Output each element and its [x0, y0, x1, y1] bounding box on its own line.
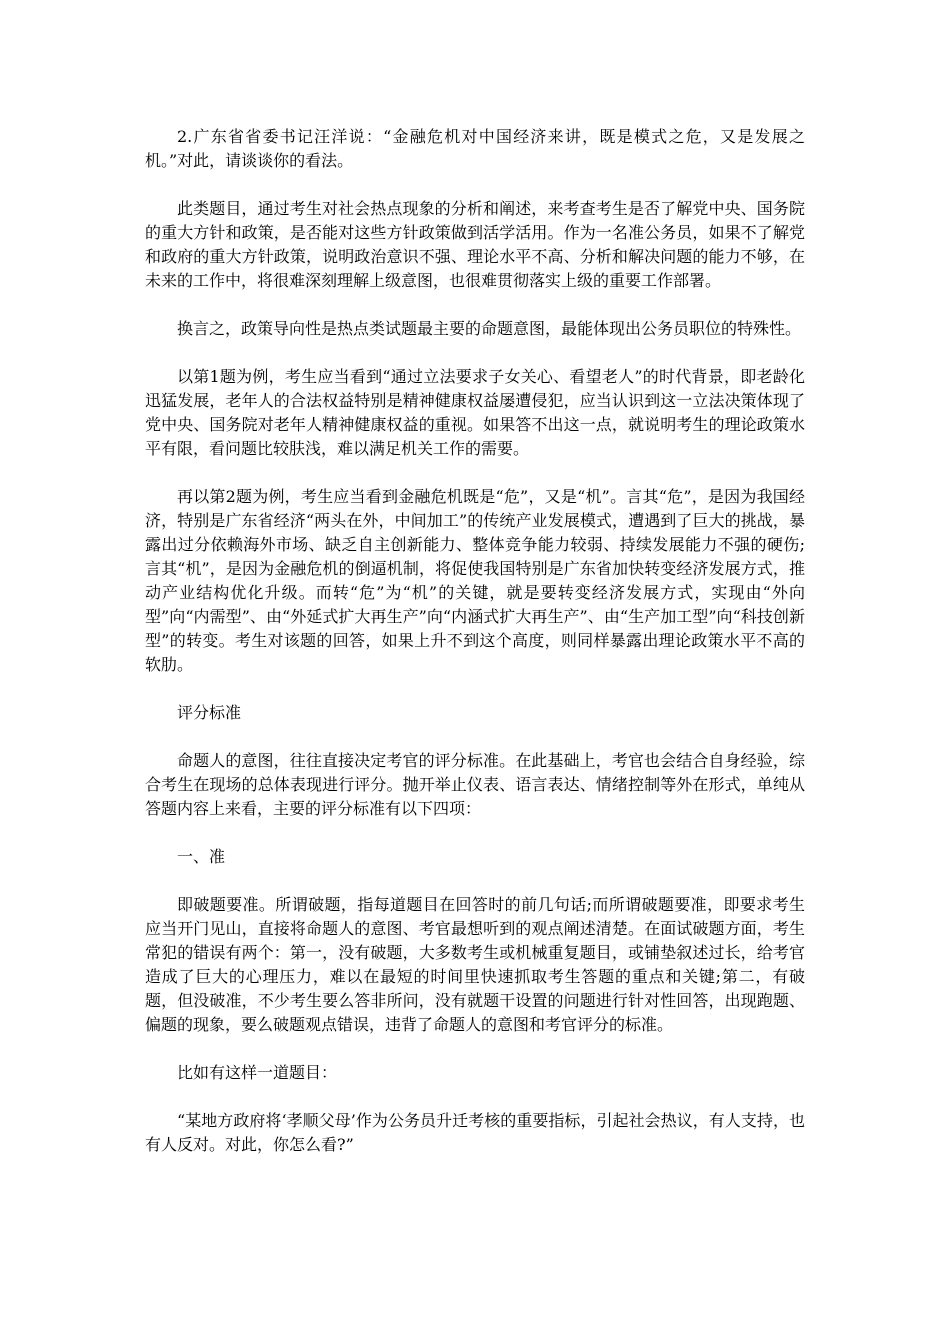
example-question-paragraph: “某地方政府将‘孝顺父母’作为公务员升迁考核的重要指标，引起社会热议，有人支持，也有人反对。对此，你怎么看?”	[145, 1111, 805, 1154]
example-2-paragraph: 再以第2题为例，考生应当看到金融危机既是“危”，又是“机”。言其“危”，是因为我国经济，特别是广东省经济“两头在外，中间加工”的传统产业发展模式，遭遇到了巨大的挑战，暴露出过分依赖海外市场、缺乏自主创新能力、整体竞争能力较弱、持续发展能力不强的硬伤;言其“机”，是因为金融危机的倒逼机制，将促使我国特别是广东省加快转变经济发展方式，推动产业结构优化升级。而转“危”为“机”的关键，就是要转变经济发展方式，实现由“外向型”向“内需型”、由“外延式扩大再生产”向“内涵式扩大再生产”、由“生产加工型”向“科技创新型”的转变。考生对该题的回答，如果上升不到这个高度，则同样暴露出理论政策水平不高的软肋。	[145, 487, 805, 674]
scoring-standard-heading: 评分标准	[177, 703, 242, 722]
policy-orientation-paragraph: 换言之，政策导向性是热点类试题最主要的命题意图，最能体现出公务员职位的特殊性。	[177, 319, 802, 338]
scoring-intro-paragraph: 命题人的意图，往往直接决定考官的评分标准。在此基础上，考官也会结合自身经验，综合考生在现场的总体表现进行评分。抛开举止仪表、语言表达、情绪控制等外在形式，单纯从答题内容上来看，主要的评分标准有以下四项：	[145, 751, 805, 818]
analysis-paragraph: 此类题目，通过考生对社会热点现象的分析和阐述，来考查考生是否了解党中央、国务院的重大方针和政策，是否能对这些方针政策做到活学活用。作为一名准公务员，如果不了解党和政府的重大方针政策，说明政治意识不强、理论水平不高、分析和解决问题的能力不够，在未来的工作中，将很难深刻理解上级意图，也很难贯彻落实上级的重要工作部署。	[145, 199, 805, 290]
criterion-1-paragraph: 即破题要准。所谓破题，指每道题目在回答时的前几句话;而所谓破题要准，即要求考生应当开门见山，直接将命题人的意图、考官最想听到的观点阐述清楚。在面试破题方面，考生常犯的错误有两个：第一，没有破题，大多数考生或机械重复题目，或铺垫叙述过长，给考官造成了巨大的心理压力，难以在最短的时间里快速抓取考生答题的重点和关键;第二，有破题，但没破准，不少考生要么答非所问，没有就题干设置的问题进行针对性回答，出现跑题、偏题的现象，要么破题观点错误，违背了命题人的意图和考官评分的标准。	[145, 895, 805, 1034]
example-question-intro: 比如有这样一道题目：	[177, 1063, 338, 1082]
criterion-1-heading: 一、准	[177, 847, 226, 866]
document-body	[145, 125, 805, 1181]
question-2-paragraph: 2.广东省省委书记汪洋说：“金融危机对中国经济来讲，既是模式之危，又是发展之机。”对此，请谈谈你的看法。	[145, 127, 805, 170]
example-1-paragraph: 以第1题为例，考生应当看到“通过立法要求子女关心、看望老人”的时代背景，即老龄化迅猛发展，老年人的合法权益特别是精神健康权益屡遭侵犯，应当认识到这一立法决策体现了党中央、国务院对老年人精神健康权益的重视。如果答不出这一点，就说明考生的理论政策水平有限，看问题比较肤浅，难以满足机关工作的需要。	[145, 367, 805, 458]
